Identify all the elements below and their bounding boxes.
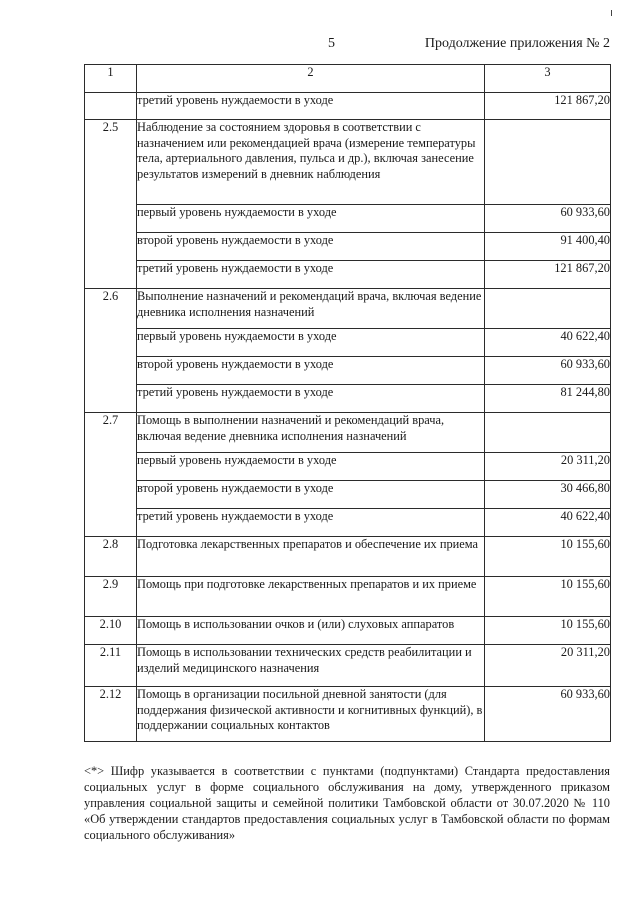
footnote: <*> Шифр указывается в соответствии с пунктами (подпунктами) Стандарта предоставления социальных услуг в форме социального обслуживания на дому, утвержденного приказом управления социальной защиты и семейной политики Тамбовской области от 30.07.2020 № 110 «Об утверждении стандартов предоставления социальных услуг в Тамбовской области по формам социального обслуживания» bbox=[84, 764, 610, 842]
value-cell bbox=[485, 413, 611, 453]
table-row bbox=[85, 120, 611, 205]
table-row bbox=[85, 289, 611, 329]
level-label: второй уровень нуждаемости в уходе bbox=[137, 357, 485, 385]
table-row bbox=[85, 577, 611, 617]
code-cell: 2.12 bbox=[85, 687, 137, 742]
scan-mark bbox=[611, 10, 616, 16]
value-cell: 20 311,20 bbox=[485, 645, 611, 687]
code-cell: 2.5 bbox=[85, 120, 137, 289]
value-cell bbox=[485, 289, 611, 329]
value-cell: 10 155,60 bbox=[485, 577, 611, 617]
column-header: 2 bbox=[137, 65, 485, 93]
table-row bbox=[85, 205, 611, 233]
table-row bbox=[85, 413, 611, 453]
service-title: Помощь в организации посильной дневной занятости (для поддержания физической активности и когнитивных функций), в поддержании социальных контактов bbox=[137, 687, 485, 742]
table-row bbox=[85, 509, 611, 537]
table-row bbox=[85, 329, 611, 357]
table-row bbox=[85, 537, 611, 577]
table-row bbox=[85, 687, 611, 742]
level-label: первый уровень нуждаемости в уходе bbox=[137, 329, 485, 357]
code-cell: 2.6 bbox=[85, 289, 137, 413]
service-title: Выполнение назначений и рекомендаций врача, включая ведение дневника исполнения назначений bbox=[137, 289, 485, 329]
column-header: 1 bbox=[85, 65, 137, 93]
service-title: Помощь в использовании технических средств реабилитации и изделий медицинского назначения bbox=[137, 645, 485, 687]
value-cell: 10 155,60 bbox=[485, 617, 611, 645]
table-row bbox=[85, 385, 611, 413]
level-label: третий уровень нуждаемости в уходе bbox=[137, 261, 485, 289]
value-cell bbox=[485, 120, 611, 205]
code-cell: 2.7 bbox=[85, 413, 137, 537]
service-title: Помощь в выполнении назначений и рекомендаций врача, включая ведение дневника исполнения назначений bbox=[137, 413, 485, 453]
code-cell: 2.11 bbox=[85, 645, 137, 687]
value-cell: 60 933,60 bbox=[485, 357, 611, 385]
level-label: первый уровень нуждаемости в уходе bbox=[137, 453, 485, 481]
appendix-caption: Продолжение приложения № 2 bbox=[424, 36, 610, 51]
table-row bbox=[85, 93, 611, 120]
service-title: Подготовка лекарственных препаратов и обеспечение их приема bbox=[137, 537, 485, 577]
table-row bbox=[85, 453, 611, 481]
level-label: третий уровень нуждаемости в уходе bbox=[137, 509, 485, 537]
value-cell: 30 466,80 bbox=[485, 481, 611, 509]
level-label: третий уровень нуждаемости в уходе bbox=[137, 385, 485, 413]
value-cell: 40 622,40 bbox=[485, 509, 611, 537]
desc-cell: третий уровень нуждаемости в уходе bbox=[137, 93, 485, 120]
value-cell: 91 400,40 bbox=[485, 233, 611, 261]
code-cell: 2.10 bbox=[85, 617, 137, 645]
value-cell: 121 867,20 bbox=[485, 261, 611, 289]
level-label: второй уровень нуждаемости в уходе bbox=[137, 233, 485, 261]
value-cell: 20 311,20 bbox=[485, 453, 611, 481]
value-cell: 121 867,20 bbox=[485, 93, 611, 120]
page-number: 5 bbox=[328, 36, 335, 51]
table-row bbox=[85, 357, 611, 385]
service-title: Помощь в использовании очков и (или) слуховых аппаратов bbox=[137, 617, 485, 645]
code-cell: 2.9 bbox=[85, 577, 137, 617]
service-title: Наблюдение за состоянием здоровья в соответствии с назначением или рекомендацией врача (измерение температуры тела, артериального давления, пульса и др.), включая занесение результатов измерений в дневник наблюдения bbox=[137, 120, 485, 205]
table-header-row bbox=[85, 65, 611, 93]
value-cell: 40 622,40 bbox=[485, 329, 611, 357]
value-cell: 81 244,80 bbox=[485, 385, 611, 413]
value-cell: 10 155,60 bbox=[485, 537, 611, 577]
tariff-table bbox=[84, 64, 611, 742]
code-cell: 2.8 bbox=[85, 537, 137, 577]
code-cell bbox=[85, 93, 137, 120]
table-row bbox=[85, 261, 611, 289]
column-header: 3 bbox=[485, 65, 611, 93]
table-row bbox=[85, 233, 611, 261]
value-cell: 60 933,60 bbox=[485, 687, 611, 742]
table-row bbox=[85, 617, 611, 645]
table-row bbox=[85, 481, 611, 509]
service-title: Помощь при подготовке лекарственных препаратов и их приеме bbox=[137, 577, 485, 617]
table-row bbox=[85, 645, 611, 687]
value-cell: 60 933,60 bbox=[485, 205, 611, 233]
level-label: первый уровень нуждаемости в уходе bbox=[137, 205, 485, 233]
level-label: второй уровень нуждаемости в уходе bbox=[137, 481, 485, 509]
page-header bbox=[0, 36, 640, 56]
